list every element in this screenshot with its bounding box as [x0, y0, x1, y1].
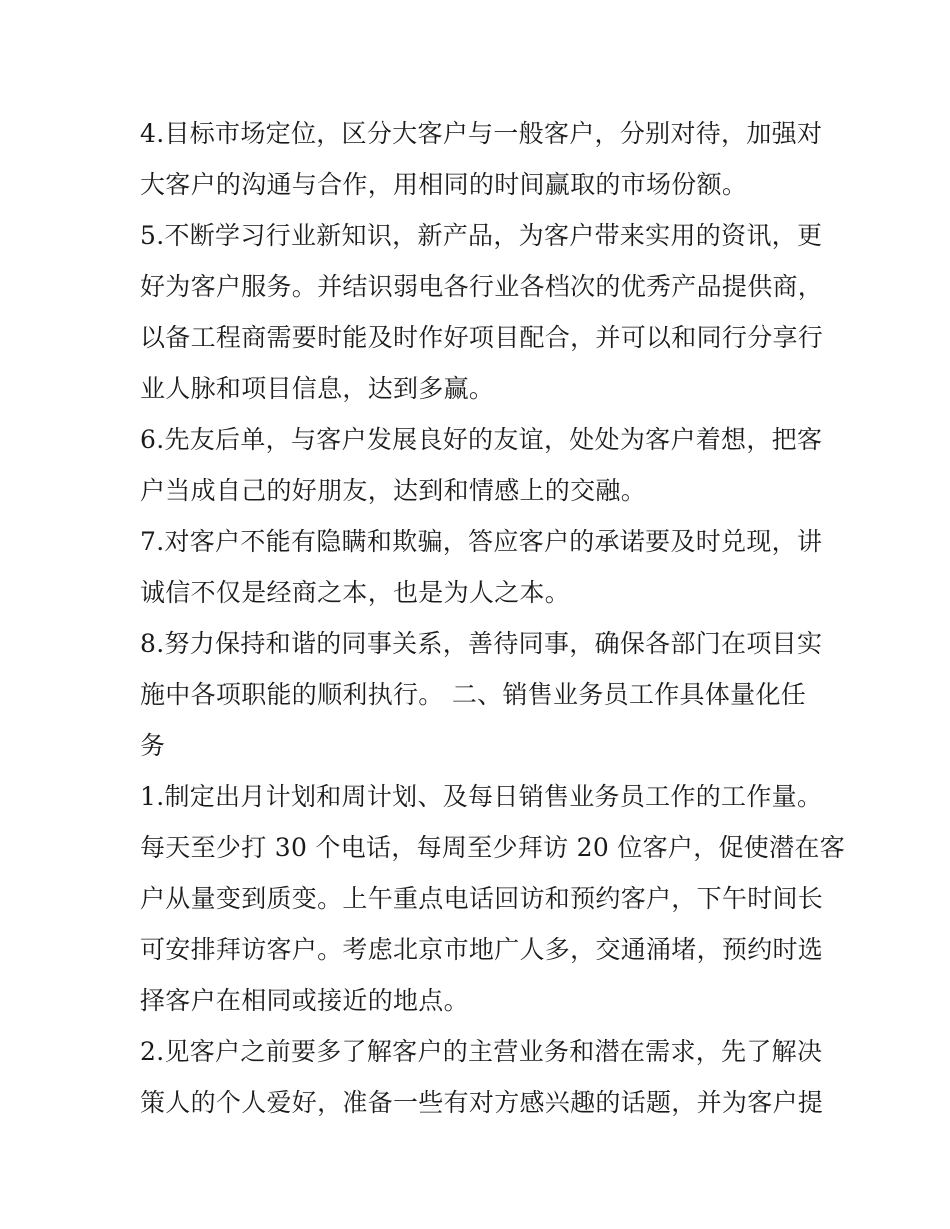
text-line: 施中各项职能的顺利执行。 二、销售业务员工作具体量化任 — [140, 680, 807, 709]
text-line: 好为客户服务。并结识弱电各行业各档次的优秀产品提供商， — [140, 272, 824, 301]
text-line: 2.见客户之前要多了解客户的主营业务和潜在需求，先了解决 — [140, 1037, 823, 1066]
text-line: 诚信不仅是经商之本，也是为人之本。 — [140, 578, 571, 607]
text-line: 大客户的沟通与合作，用相同的时间赢取的市场份额。 — [140, 170, 748, 199]
text-line: 择客户在相同或接近的地点。 — [140, 986, 469, 1015]
text-line: 户从量变到质变。上午重点电话回访和预约客户，下午时间长 — [140, 884, 824, 913]
text-line: 以备工程商需要时能及时作好项目配合，并可以和同行分享行 — [140, 323, 824, 352]
text-line: 每天至少打 30 个电话，每周至少拜访 20 位客户，促使潜在客 — [140, 833, 846, 862]
text-line: 可安排拜访客户。考虑北京市地广人多，交通涌堵，预约时选 — [140, 935, 824, 964]
text-line: 7.对客户不能有隐瞒和欺骗，答应客户的承诺要及时兑现，讲 — [140, 527, 823, 556]
text-line: 6.先友后单，与客户发展良好的友谊，处处为客户着想，把客 — [140, 425, 823, 454]
text-line: 8.努力保持和谐的同事关系，善待同事，确保各部门在项目实 — [140, 629, 823, 658]
text-line: 1.制定出月计划和周计划、及每日销售业务员工作的工作量。 — [140, 782, 823, 811]
text-line: 业人脉和项目信息，达到多赢。 — [140, 374, 495, 403]
text-line: 4.目标市场定位，区分大客户与一般客户，分别对待，加强对 — [140, 119, 823, 148]
text-line: 策人的个人爱好，准备一些有对方感兴趣的话题，并为客户提 — [140, 1088, 824, 1117]
text-line: 5.不断学习行业新知识，新产品，为客户带来实用的资讯，更 — [140, 221, 823, 250]
document-body — [140, 108, 846, 1128]
text-line: 户当成自己的好朋友，达到和情感上的交融。 — [140, 476, 647, 505]
text-line: 务 — [140, 731, 166, 760]
